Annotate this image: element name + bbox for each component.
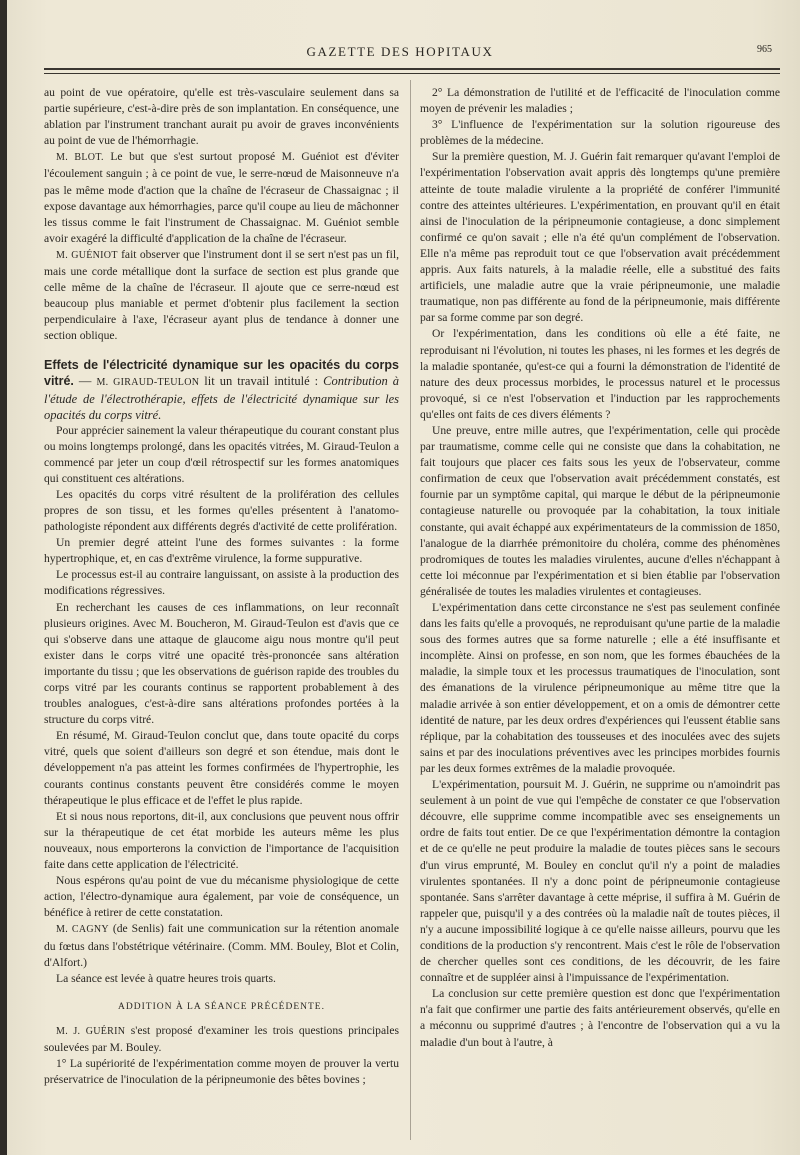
paragraph: 3° L'influence de l'expérimentation sur la solution rigoureuse des problèmes de la médecine. <box>420 118 780 148</box>
subsection-heading: ADDITION À LA SÉANCE PRÉCÉDENTE. <box>118 1001 325 1012</box>
dash: — <box>73 373 97 388</box>
speaker-name: M. BLOT. <box>56 152 104 164</box>
paragraph: Les opacités du corps vitré résultent de la prolifération des cellules propres de son tissu, et les formes qu'elles présentent à l'anatomo-pathologiste répondent aux différents degrés d'activité de cette prolifération. <box>44 487 399 534</box>
speaker-name: M. CAGNY <box>56 924 109 936</box>
paragraph: La séance est levée à quatre heures trois quarts. <box>56 971 276 985</box>
speaker-name: M. GIRAUD-TEULON <box>96 376 200 388</box>
paragraph: 1° La supériorité de l'expérimentation comme moyen de prouver la vertu préservatrice de l'inoculation de la péripneumonie des bêtes bovines ; <box>44 1057 399 1087</box>
binding-edge <box>0 0 7 1155</box>
paragraph: Sur la première question, M. J. Guérin fait remarquer qu'avant l'emploi de l'expérimentation l'observation avait appris dès longtemps qu'une première atteinte de toute maladie virulente a la propriété de conférer l'immunité contre des atteintes ultérieures. L'expérimentation, en prouvant qu'il en était ainsi de l'inoculation de la péripneumonie contagieuse, a donc simplement confirmé ce qu'on savait ; elle n'a été qu'un complément de l'observation. Elle n'a même pas reproduit tout ce que l'observation avait précédemment appris. Aux faits naturels, à la maladie réelle, elle a substitué des faits artificiels, une maladie autre que la vraie péripneumonie, une maladie traumatique, non pas différente au fond de la péripneumonie, mais différente par sa forme comme par son degré. <box>420 150 780 325</box>
header-rule-thin <box>44 73 780 74</box>
work-title: Contribution à l'étude de l'électrothérapie, effets de l'électricité dynamique sur les opacités du corps vitré. <box>44 373 399 422</box>
paragraph: En résumé, M. Giraud-Teulon conclut que, dans toute opacité du corps vitré, quels que soient d'ailleurs son degré et son étendue, mais dont le développement n'a pas atteint les formes confirmées de l'hypertrophie, les courants continus constants peuvent être considérés comme le moyen thérapeutique le plus efficace et de l'effet le plus rapide. <box>44 729 399 807</box>
header-rule-thick <box>44 68 780 70</box>
speaker-name: M. GUÉNIOT <box>56 249 118 261</box>
paragraph: L'expérimentation, poursuit M. J. Guérin, ne supprime ou n'amoindrit pas seulement à un point de vue qui l'empêche de constater ce que l'observation découvre, elle supprime comme incompatible avec ses enseignements un ordre de faits tout entier. De ce que l'expérimentation démontre la contagion et de ce qu'elle ne peut produire la maladie de toutes pièces sans le secours d'un virus emprunté, M. Bouley en conclut qu'il n'y a point de maladies virulentes spontanées. Il n'y a donc point de péripneumonie contagieuse spontanée. Sans s'arrêter davantage à cette méprise, il suffira à M. Guérin de rappeler que, puisqu'il y a des contrées où la maladie naît de toutes pièces, il n'y a aucune impossibilité logique à ce qu'elle naisse ailleurs, pourvu que les conditions de la production s'y rencontrent. Mais c'est le rôle de l'observation de chercher quelles sont ces conditions, de les découvrir, de les faire connaître et de suppléer ainsi à l'impuissance de l'expérimentation. <box>420 778 780 985</box>
paragraph-text: (de Senlis) fait une communication sur la rétention anomale du fœtus dans l'obstétrique vétérinaire. (Comm. MM. Bouley, Blot et Colin, d'Alfort.) <box>44 922 399 969</box>
paragraph: L'expérimentation dans cette circonstance ne s'est pas seulement confinée dans les faits qu'elle a provoqués, ne reproduisant qu'une partie de la maladie sous des formes autres que sa forme naturelle ; elle a été insuffisante et incomplète. Ainsi on professe, en son nom, que les formes ébauchées de la maladie, la simple toux et les processus traumatiques de l'inoculation, sont des émanations de la virulence péripneumonique au même titre que la maladie arrivée à son entier développement, et on a omis de démontrer cette identité de nature, par les deux ordres d'expériences qui l'eussent établie sans réplique, par la cohabitation des tousseuses et des inoculées avec des sujets sains et par des inoculations préventives avec les principes morbides fournis par les deux formes extrêmes de la maladie provoquée. <box>420 601 780 775</box>
paragraph <box>44 149 399 247</box>
paragraph-text: fait observer que l'instrument dont il se sert n'est pas un fil, mais une corde métallique dont la surface de section est plus grande que celle même de la chaîne de l'écraseur. Il ajoute que ce serre-nœud est beaucoup plus maniable et permet d'obtenir plus facilement la section perpendiculaire à l'axe, l'écraseur ayant plus de tendance à donner une section oblique. <box>44 247 399 343</box>
journal-title: GAZETTE DES HOPITAUX <box>306 44 494 59</box>
left-column <box>44 85 399 1145</box>
section-title: Effets de l'électricité dynamique sur les opacités du corps vitré. <box>44 357 399 388</box>
paragraph: au point de vue opératoire, qu'elle est très-vasculaire seulement dans sa partie supérieure, c'est-à-dire près de son implantation. En conséquence, une ablation par l'instrument tranchant aurait pu avoir de graves inconvénients au point de vue de l'hémorrhagie. <box>44 86 399 148</box>
paragraph: 2° La démonstration de l'utilité et de l'efficacité de l'inoculation comme moyen de prévenir les maladies ; <box>420 86 780 116</box>
paragraph-text: s'est proposé d'examiner les trois questions principales soulevées par M. Bouley. <box>44 1023 399 1054</box>
paragraph: Nous espérons qu'au point de vue du mécanisme physiologique de cette action, l'électro-dynamique aura également, par voie de conséquence, un bénéfice à retirer de cette constatation. <box>44 874 399 920</box>
paragraph: Une preuve, entre mille autres, que l'expérimentation, celle qui procède par traumatisme, comme celle qui ne consiste que dans la cohabitation, ne fait toujours que placer ces faits sous les yeux de l'observateur, comme confirmation de ceux que l'observation avait précédemment constatés, est fournie par un symptôme capital, qui marque le début de la péripneumonie contagieuse naturelle ou provoquée par la cohabitation, la toux initiale constante, qui avait échappé aux expérimentateurs de la commission de 1850, l'analogue de la diarrhée prémonitoire du choléra, comme des phénomènes prodromiques de toutes les maladies virulentes, aucune d'elles n'échappant à cette loi méconnue par l'expérimentation et si bien établie par l'observation généralisée de toutes les maladies virulentes et contagieuses. <box>420 423 780 598</box>
paragraph: Pour apprécier sainement la valeur thérapeutique du courant constant plus ou moins longtemps prolongé, dans les opacités vitrées, M. Giraud-Teulon a commencé par jeter un coup d'œil rétrospectif sur les formes anatomiques qui constituent ces altérations. <box>44 423 399 485</box>
paragraph-text: lit un travail intitulé : <box>199 373 324 388</box>
paragraph: Et si nous nous reportons, dit-il, aux conclusions que peuvent nous offrir sur la thérapeutique de cet état morbide les auteurs même les plus nouveaux, nous emporterons la conviction de l'importance de l'acquisition faite dans cette application de l'électricité. <box>44 809 399 872</box>
column-divider <box>410 80 411 1140</box>
page-number: 965 <box>757 44 772 55</box>
paragraph: Le processus est-il au contraire languissant, on assiste à la production des modifications régressives. <box>44 568 399 598</box>
paragraph <box>44 247 399 345</box>
paragraph <box>44 921 399 970</box>
paragraph <box>44 1023 399 1056</box>
paragraph: En recherchant les causes de ces inflammations, on leur reconnaît plusieurs origines. Avec M. Boucheron, M. Giraud-Teulon est d'avis que ce qui s'observe dans une attaque de glaucome aigu nous montre qu'il peut exister dans le corps vitré une opacité très-prononcée sans altération importante du tissu ; que les observations de guérison rapide des troubles du corps vitré par les courants continus se rapportent probablement à des troubles analogues, c'est-à-dire sans altérations profondes portées à la structure du corps vitré. <box>44 600 399 727</box>
paragraph-text: Le but que s'est surtout proposé M. Guéniot est d'éviter l'écoulement sanguin ; à ce point de vue, le serre-nœud de Maisonneuve n'a pas le même mode d'action que la chaîne de l'écraseur de Chassaignac ; il expose davantage aux hémorrhagies, parce qu'il coupe au lieu de mâchonner les tissus comme le fait l'instrument de Chassaignac. M. Guéniot semble avoir exagéré la difficulté d'application de la chaîne de l'écraseur. <box>44 150 399 245</box>
speaker-name: M. J. GUÉRIN <box>56 1025 126 1037</box>
paragraph: Or l'expérimentation, dans les conditions où elle a été faite, ne reproduisant ni l'évolution, ni toutes les phases, ni les formes et les degrés de la maladie spontanée, qu'est-ce qui a fourni la démonstration de l'identité de nature des deux processus morbides, le processus naturel et le processus provoqué, si ce n'est l'observation et l'induction par les rapprochements qu'elles ont faits de ces divers éléments ? <box>420 327 780 421</box>
right-column <box>420 85 780 1145</box>
paragraph: La conclusion sur cette première question est donc que l'expérimentation n'a fait que confirmer une partie des faits antérieurement observés, qu'elle en a méconnu ou supprimé d'autres ; à l'encontre de l'observation qui a vu la maladie d'un bout à l'autre, à <box>420 987 780 1049</box>
section-heading <box>44 357 399 423</box>
paragraph: Un premier degré atteint l'une des formes suivantes : la forme hypertrophique, et, en cas d'extrême virulence, la forme suppurative. <box>44 536 399 566</box>
